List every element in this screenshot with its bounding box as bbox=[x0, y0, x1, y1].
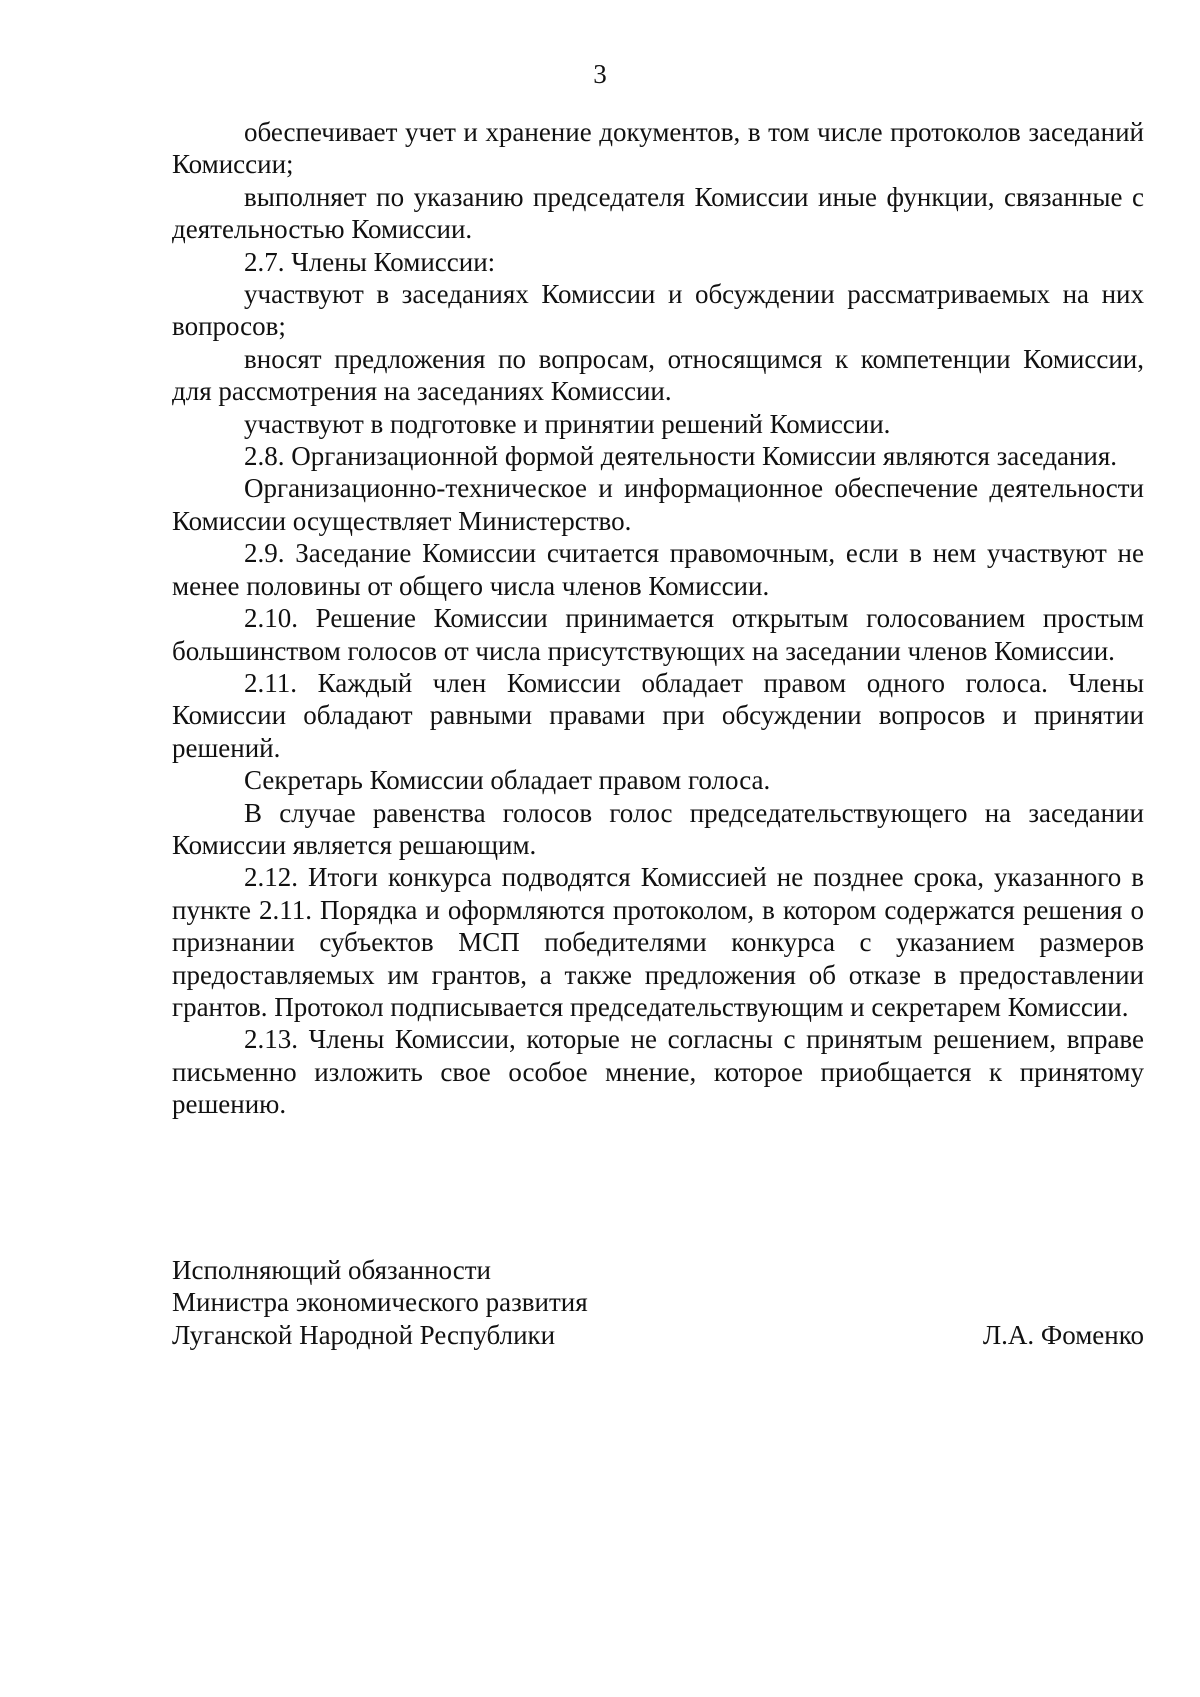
paragraph: выполняет по указанию председателя Комиссии иные функции, связанные с деятельностью Комиссии. bbox=[172, 181, 1144, 245]
paragraph: 2.10. Решение Комиссии принимается открытым голосованием простым большинством голосов от числа присутствующих на заседании членов Комиссии. bbox=[172, 603, 1144, 666]
signatory-name: Л.А. Фоменко bbox=[982, 1319, 1144, 1350]
paragraph: 2.7. Члены Комиссии: bbox=[244, 246, 496, 277]
paragraph: вносят предложения по вопросам, относящимся к компетенции Комиссии, для рассмотрения на заседаниях Комиссии. bbox=[172, 343, 1144, 407]
paragraph: 2.13. Члены Комиссии, которые не согласны с принятым решением, вправе письменно изложить свое особое мнение, которое приобщается к принятому решению. bbox=[172, 1024, 1144, 1120]
page-number: 3 bbox=[593, 59, 607, 89]
paragraph: Организационно-техническое и информационное обеспечение деятельности Комиссии осуществляет Министерство. bbox=[172, 473, 1144, 536]
signatory-position-line-2: Министра экономического развития bbox=[172, 1287, 588, 1318]
paragraph: участвуют в заседаниях Комиссии и обсуждении рассматриваемых на них вопросов; bbox=[172, 279, 1144, 342]
signatory-position-line-1: Исполняющий обязанности bbox=[172, 1255, 491, 1285]
paragraph: 2.12. Итоги конкурса подводятся Комиссией не позднее срока, указанного в пункте 2.11. Порядка и оформляются протоколом, в котором содержатся решения о признании субъектов МСП победителями конкурса с указанием размеров предоставляемых им грантов, а также предложения об отказе в предоставлении грантов. Протокол подписывается председательствующим и секретарем Комиссии. bbox=[172, 862, 1144, 1022]
paragraph: 2.11. Каждый член Комиссии обладает правом одного голоса. Члены Комиссии обладают равными правами при обсуждении вопросов и принятии решений. bbox=[172, 667, 1144, 763]
paragraph: Секретарь Комиссии обладает правом голоса. bbox=[244, 765, 771, 796]
signatory-row bbox=[172, 1319, 1144, 1351]
document-body bbox=[172, 116, 1144, 1121]
signature-block bbox=[172, 1254, 1144, 1351]
paragraph: участвуют в подготовке и принятии решений Комиссии. bbox=[244, 408, 891, 439]
paragraph: обеспечивает учет и хранение документов, в том числе протоколов заседаний Комиссии; bbox=[172, 117, 1144, 180]
paragraph: 2.9. Заседание Комиссии считается правомочным, если в нем участвуют не менее половины от общего числа членов Комиссии. bbox=[172, 538, 1144, 601]
paragraph: 2.8. Организационной формой деятельности Комиссии являются заседания. bbox=[244, 441, 1118, 472]
paragraph: В случае равенства голосов голос председательствующего на заседании Комиссии является решающим. bbox=[172, 797, 1144, 860]
signatory-position-line-3: Луганской Народной Республики bbox=[172, 1319, 556, 1350]
